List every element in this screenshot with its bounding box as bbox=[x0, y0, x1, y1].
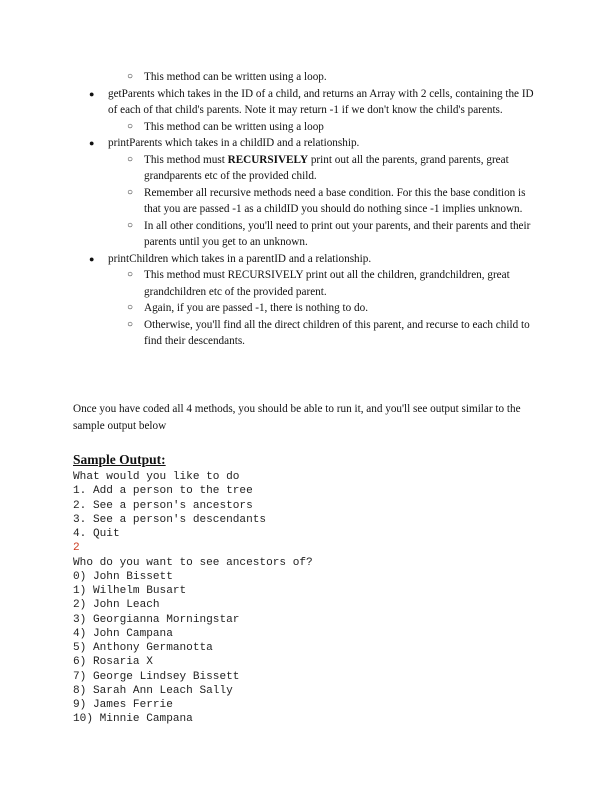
console-line: 0) John Bissett bbox=[73, 570, 173, 583]
console-line: 2) John Leach bbox=[73, 599, 160, 612]
list-item: ○ This method can be written using a loop bbox=[0, 119, 539, 136]
hollow-bullet-icon: ○ bbox=[127, 302, 134, 313]
hollow-bullet-icon: ○ bbox=[127, 71, 134, 82]
console-line: 2. See a person's ancestors bbox=[73, 499, 253, 512]
list-item: ○ This method can be written using a loop. bbox=[0, 69, 539, 86]
list-item: ● printChildren which takes in a parentID and a relationship. bbox=[0, 251, 538, 268]
list-item: ○ In all other conditions, you'll need to print out your parents, and their parents and their parents until you get to an unknown. bbox=[127, 219, 531, 248]
solid-bullet-icon: ● bbox=[89, 138, 95, 148]
sample-output-heading: Sample Output: bbox=[73, 452, 166, 467]
list-item: ○ Remember all recursive methods need a base condition. For this the base condition is that you are passed -1 as a childID you should do nothing since -1 implies unknown. bbox=[127, 186, 526, 215]
console-line: 1) Wilhelm Busart bbox=[73, 585, 187, 597]
console-user-input: 2 bbox=[73, 542, 80, 555]
list-item: ○ This method must RECURSIVELY print out all the parents, grand parents, great grandparents etc of the provided child. bbox=[127, 153, 509, 182]
console-line: What would you like to do bbox=[73, 471, 240, 483]
console-line: 10) Minnie Campana bbox=[73, 713, 193, 726]
list-item: ○ This method must RECURSIVELY print out all the children, grandchildren, great grandchildren etc of the provided parent. bbox=[127, 269, 510, 298]
emphasis-text: RECURSIVELY bbox=[227, 153, 309, 166]
list-item: ● getParents which takes in the ID of a child, and returns an Array with 2 cells, containing the ID of each of that child's parents. Note it may return -1 if we don't know the child's parents. bbox=[89, 87, 534, 116]
hollow-bullet-icon: ○ bbox=[127, 219, 134, 231]
solid-bullet-icon: ● bbox=[89, 88, 95, 99]
instruction-paragraph: Once you have coded all 4 methods, you should be able to run it, and you'll see output similar to the sample output below bbox=[73, 403, 521, 432]
solid-bullet-icon: ● bbox=[89, 253, 95, 264]
sample-output-console bbox=[73, 470, 313, 727]
method-list bbox=[0, 69, 612, 350]
console-line: 9) James Ferrie bbox=[73, 699, 173, 711]
console-line: 8) Sarah Ann Leach Sally bbox=[73, 684, 233, 697]
hollow-bullet-icon: ○ bbox=[127, 153, 134, 165]
console-line: 6) Rosaria X bbox=[73, 656, 153, 669]
console-line: Who do you want to see ancestors of? bbox=[73, 556, 313, 569]
console-line: 3. See a person's descendants bbox=[73, 513, 267, 526]
list-item: ○ Otherwise, you'll find all the direct children of this parent, and recurse to each child to find their descendants. bbox=[127, 318, 530, 347]
hollow-bullet-icon: ○ bbox=[127, 120, 134, 132]
list-item: ○ Again, if you are passed -1, there is nothing to do. bbox=[0, 300, 539, 317]
hollow-bullet-icon: ○ bbox=[127, 186, 134, 198]
list-item: ● printParents which takes in a childID and a relationship. bbox=[0, 135, 538, 152]
console-line: 4. Quit bbox=[73, 528, 120, 540]
console-line: 1. Add a person to the tree bbox=[73, 485, 253, 498]
hollow-bullet-icon: ○ bbox=[127, 318, 134, 330]
console-line: 7) George Lindsey Bissett bbox=[73, 670, 240, 683]
console-line: 3) Georgianna Morningstar bbox=[73, 613, 240, 626]
hollow-bullet-icon: ○ bbox=[127, 269, 134, 280]
console-line: 4) John Campana bbox=[73, 627, 173, 640]
console-line: 5) Anthony Germanotta bbox=[73, 642, 213, 654]
